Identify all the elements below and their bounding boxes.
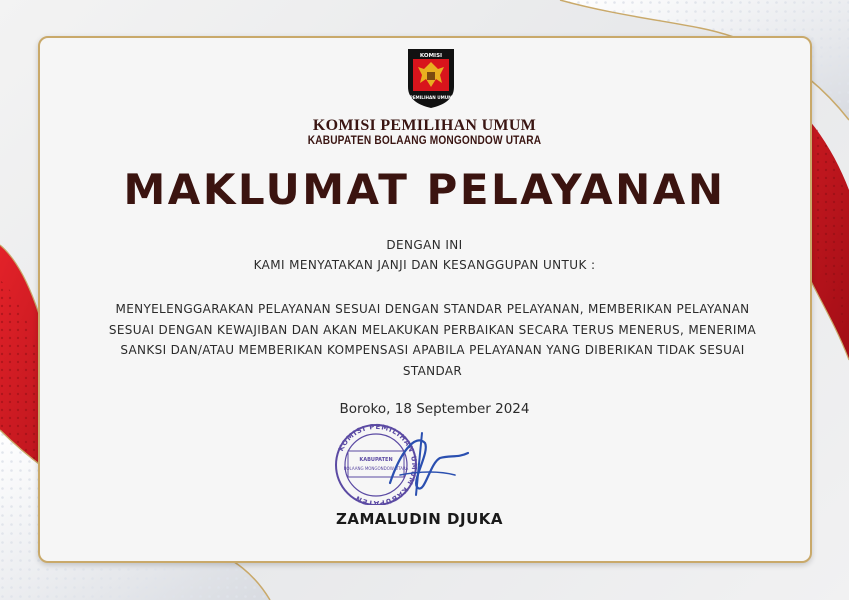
commitment-text: MENYELENGGARAKAN PELAYANAN SESUAI DENGAN STANDAR PELAYANAN, MEMBERIKAN PELAYANAN SESUAI DENGAN KEWAJIBAN DAN AKAN MELAKUKAN PERBAIKAN SECARA TERUS MENERUS, MENERIMA SANKSI DAN/ATAU MEMBERIKAN KOMPENSASI APABILA PELAYANAN YANG DIBERIKAN TIDAK SESUAI STANDAR xyxy=(108,302,757,378)
svg-text:PEMILIHAN UMUM: PEMILIHAN UMUM xyxy=(409,95,453,100)
intro-line-1: DENGAN INI xyxy=(386,238,463,252)
intro-line-2: KAMI MENYATAKAN JANJI DAN KESANGGUPAN UNTUK : xyxy=(253,258,596,272)
document-title: MAKLUMAT PELAYANAN xyxy=(123,165,726,214)
kpu-logo xyxy=(404,47,458,109)
official-stamp xyxy=(330,413,480,505)
signer-name: ZAMALUDIN DJUKA xyxy=(336,510,503,528)
svg-text:BOLAANG MONGONDOW UTARA: BOLAANG MONGONDOW UTARA xyxy=(343,466,409,471)
svg-text:KOMISI: KOMISI xyxy=(419,53,443,59)
svg-text:KOMISI PEMILIHAN UMUM KABUPATE: KOMISI PEMILIHAN UMUM KABUPATEN xyxy=(337,422,419,505)
svg-text:KABUPATEN: KABUPATEN xyxy=(359,457,393,463)
organization-subtitle: KABUPATEN BOLAANG MONGONDOW UTARA xyxy=(307,135,542,147)
place-and-date: Boroko, 18 September 2024 xyxy=(339,401,530,417)
organization-name: KOMISI PEMILIHAN UMUM xyxy=(312,117,537,134)
